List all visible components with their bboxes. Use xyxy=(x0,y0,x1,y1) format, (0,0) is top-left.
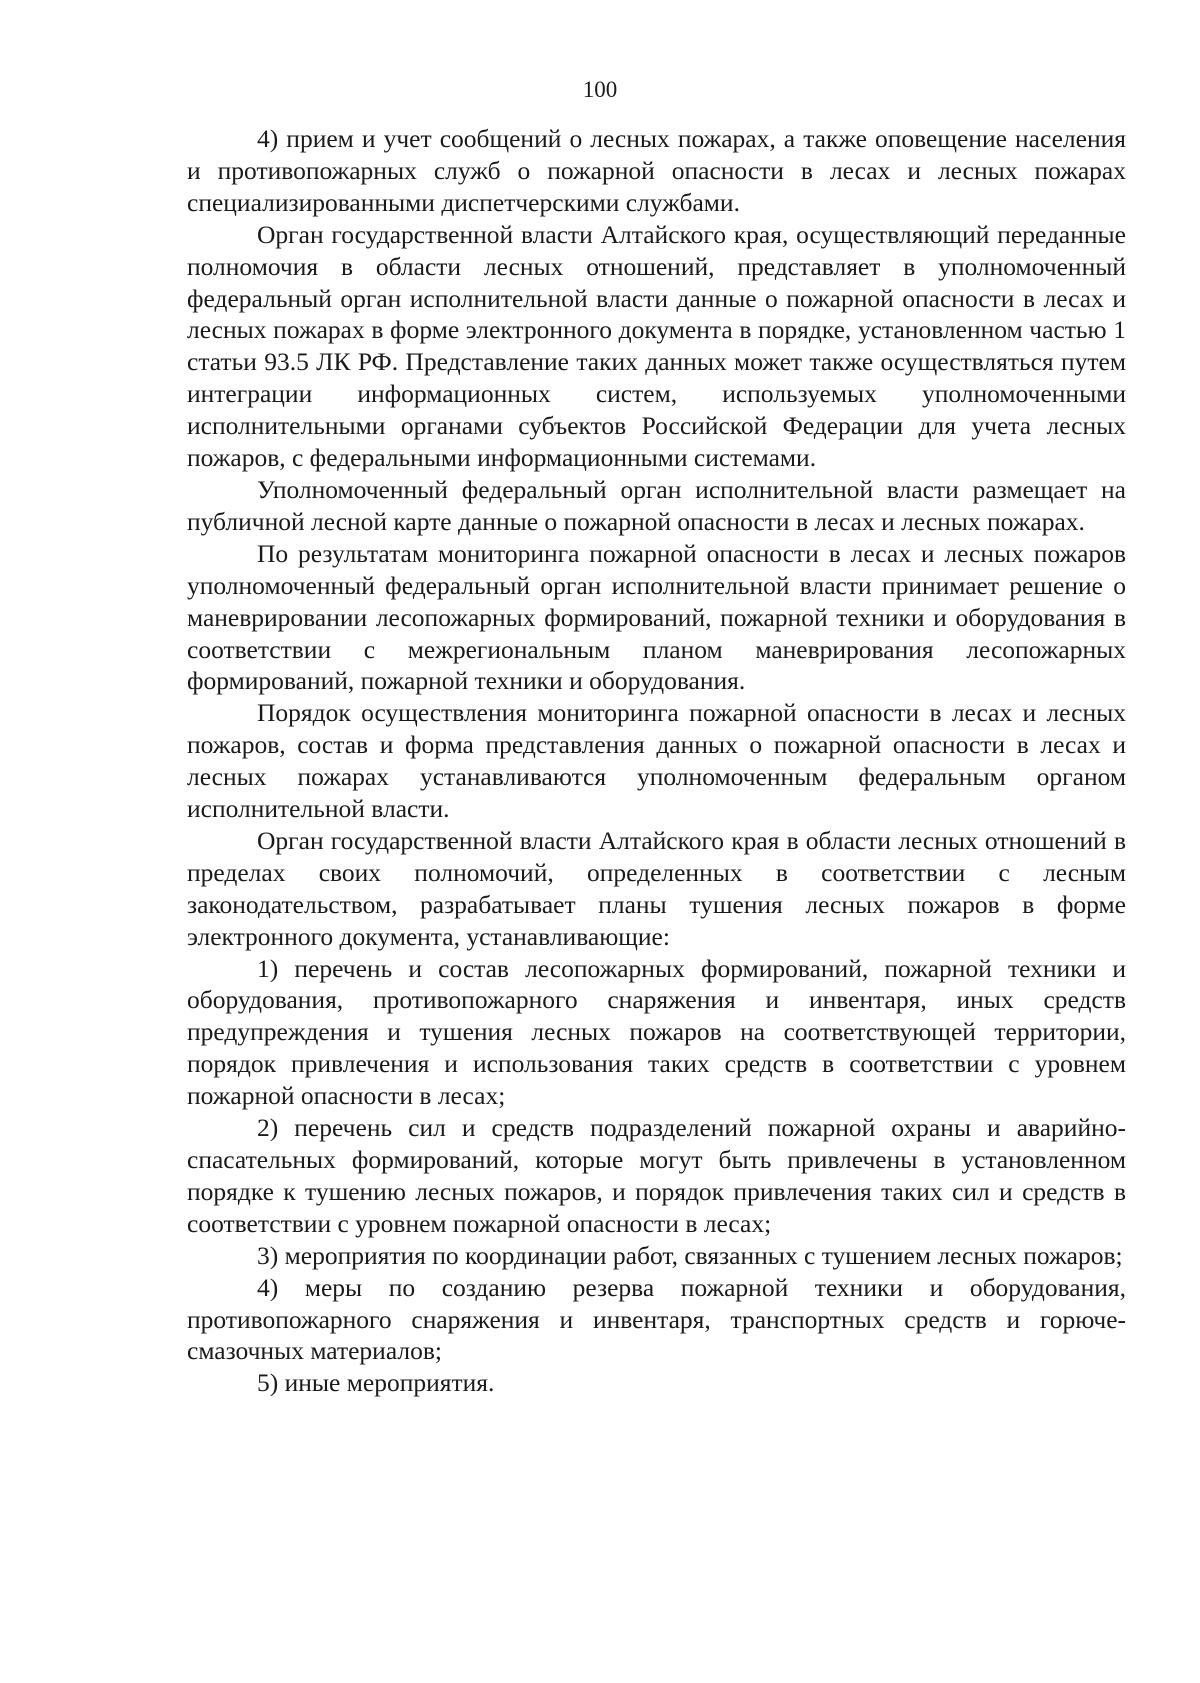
paragraph-list-item-1: 1) перечень и состав лесопожарных формирований, пожарной техники и оборудования, противопожарного снаряжения и инвентаря, иных средств предупреждения и тушения лесных пожаров на соответствующей территории, порядок привлечения и использования таких средств в соответствии с уровнем пожарной опасности в лесах; xyxy=(187,953,1126,1111)
document-body xyxy=(187,123,1126,1399)
paragraph-list-item-3: 3) мероприятия по координации работ, связанных с тушением лесных пожаров; xyxy=(257,1240,1123,1270)
paragraph-item-4-notification: 4) прием и учет сообщений о лесных пожарах, а также оповещение населения и противопожарных служб о пожарной опасности в лесах и лесных пожарах специализированными диспетчерскими службами. xyxy=(187,124,1126,217)
paragraph-data-submission: Орган государственной власти Алтайского края, осуществляющий переданные полномочия в области лесных отношений, представляет в уполномоченный федеральный орган исполнительной власти данные о пожарной опасности в лесах и лесных пожарах в форме электронного документа в порядке, установленном частью 1 статьи 93.5 ЛК РФ. Представление таких данных может также осуществляться путем интеграции информационных систем, используемых уполномоченными исполнительными органами субъектов Российской Федерации для учета лесных пожаров, с федеральными информационными системами. xyxy=(187,219,1126,473)
paragraph-list-item-2: 2) перечень сил и средств подразделений пожарной охраны и аварийно-спасательных формирований, которые могут быть привлечены в установленном порядке к тушению лесных пожаров, и порядок привлечения таких сил и средств в соответствии с уровнем пожарной опасности в лесах; xyxy=(187,1113,1126,1238)
paragraph-public-forest-map: Уполномоченный федеральный орган исполнительной власти размещает на публичной лесной карте данные о пожарной опасности в лесах и лесных пожарах. xyxy=(187,474,1126,536)
paragraph-monitoring-procedure: Порядок осуществления мониторинга пожарной опасности в лесах и лесных пожаров, состав и форма представления данных о пожарной опасности в лесах и лесных пожарах устанавливаются уполномоченным федеральным органом исполнительной власти. xyxy=(187,698,1126,824)
paragraph-list-item-4: 4) меры по созданию резерва пожарной техники и оборудования, противопожарного снаряжения и инвентаря, транспортных средств и горюче-смазочных материалов; xyxy=(187,1272,1126,1366)
paragraph-maneuvering-decision: По результатам мониторинга пожарной опасности в лесах и лесных пожаров уполномоченный федеральный орган исполнительной власти принимает решение о маневрировании лесопожарных формирований, пожарной техники и оборудования в соответствии с межрегиональным планом маневрирования лесопожарных формирований, пожарной техники и оборудования. xyxy=(187,538,1126,696)
paragraph-list-item-5: 5) иные мероприятия. xyxy=(257,1368,495,1398)
paragraph-firefighting-plans: Орган государственной власти Алтайского края в области лесных отношений в пределах своих полномочий, определенных в соответствии с лесным законодательством, разрабатывает планы тушения лесных пожаров в форме электронного документа, устанавливающие: xyxy=(187,825,1126,951)
page-number: 100 xyxy=(582,77,618,102)
